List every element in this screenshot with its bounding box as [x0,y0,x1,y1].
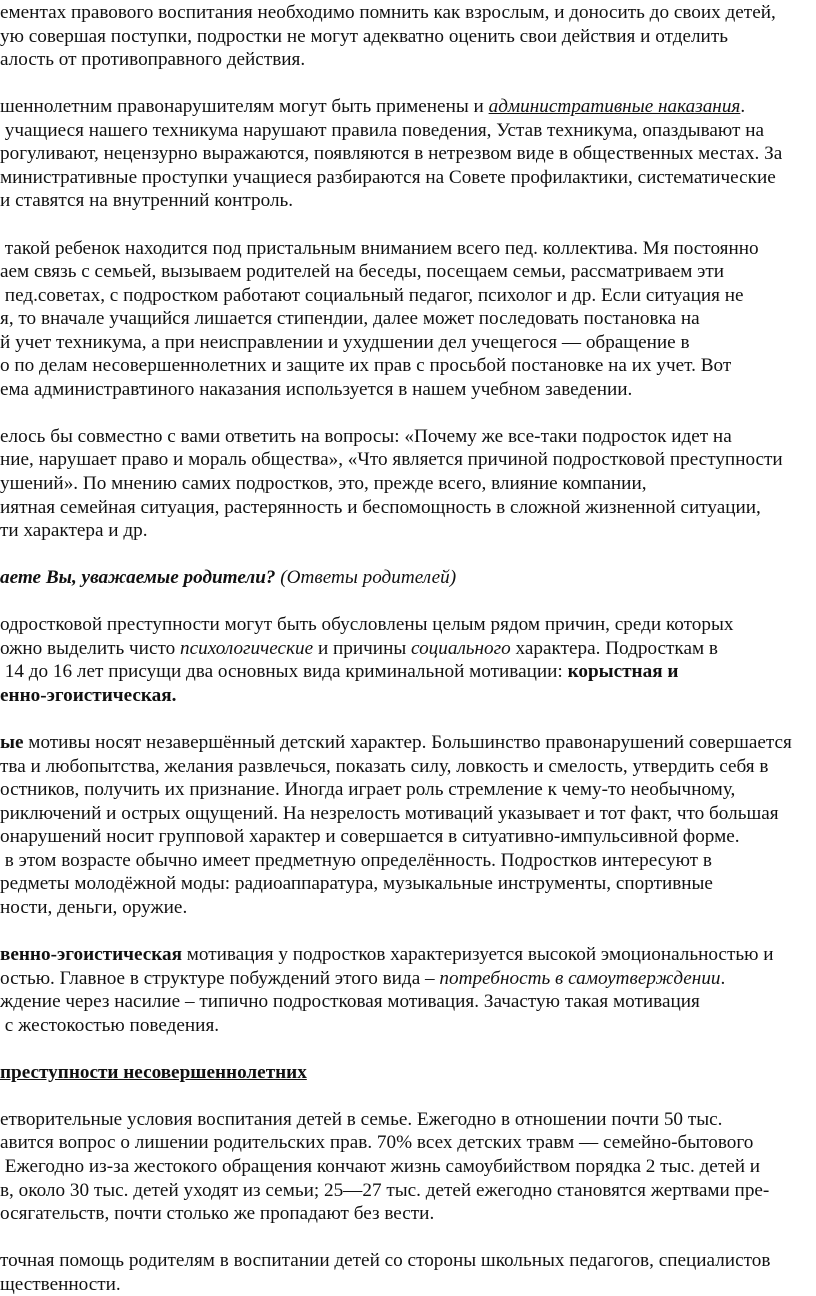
text-line [0,473,647,495]
text-run: . [720,967,726,989]
text-run: венно-эгоистическая [0,944,182,965]
text-line [0,167,776,189]
text-line [0,685,176,707]
text-run: министративные проступки учащиеся разбираются на Совете профилактики, систематические [0,166,776,188]
text-line [0,803,779,825]
text-line [0,1250,770,1272]
text-run: ности, деньги, оружие. [0,896,188,918]
text-line [0,897,187,919]
text-line [0,614,733,636]
text-line [0,285,744,307]
text-line [0,120,764,142]
text-run: с жестокостью поведения. [0,1014,220,1036]
text-run: риключений и острых ощущений. На незрелость мотиваций указывает и тот факт, что большая [0,802,779,824]
text-line [0,756,768,778]
text-line [0,1274,121,1296]
text-run: остью. Главное в структуре побуждений этого вида – [0,967,440,989]
text-line [0,1180,769,1202]
text-line [0,567,456,589]
text-line [0,190,293,212]
text-line [0,661,678,683]
text-run: ждение через насилие – типично подростковая мотивация. Зачастую такая мотивация [0,991,700,1013]
text-line [0,143,782,165]
text-line [0,426,732,448]
text-run: в, около 30 тыс. детей уходят из семьи; 25—27 тыс. детей ежегодно становятся жертвами пре- [0,1179,770,1201]
text-line [0,873,713,895]
text-run: преступности несовершеннолетних [0,1061,307,1083]
text-line [0,1015,219,1037]
text-line [0,1203,434,1225]
text-run: в этом возрасте обычно имеет предметную определённость. Подростков интересуют в [0,849,712,871]
text-run: ние, нарушает право и мораль общества», «Что является причиной подростковой преступности [0,449,783,471]
text-run: тва и любопытства, желания развлечься, показать силу, ловкость и смелость, утвердить себя в [0,755,769,777]
text-run: енно-эгоистическая. [0,685,177,706]
text-line [0,944,774,966]
text-run: корыстная и [567,661,679,683]
text-run: щественности. [0,1273,121,1295]
text-run: я, то вначале учащийся лишается стипендии, далее может последовать постановка на [0,308,700,330]
text-run: пед.советах, с подростком работают социальный педагог, психолог и др. Если ситуация не [0,284,744,306]
text-run: иятная семейная ситуация, растерянность и беспомощность в сложной жизненной ситуации, [0,496,761,518]
text-line [0,1109,722,1131]
text-run: й учет техникума, а при неисправлении и ухудшении дел учещегося — обращение в [0,331,690,353]
text-line [0,732,792,754]
text-run: (Ответы родителей) [275,567,457,589]
text-run: аем связь с семьей, вызываем родителей на беседы, посещаем семьи, рассматриваем эти [0,261,725,283]
text-run: редметы молодёжной моды: радиоаппаратура, музыкальные инструменты, спортивные [0,873,713,895]
text-run: авится вопрос о лишении родительских прав. 70% всех детских травм — семейно-бытового [0,1132,754,1154]
text-run: шеннолетним правонарушителям могут быть применены и [0,96,489,118]
text-line [0,49,305,71]
text-line [0,638,718,660]
text-line [0,968,725,990]
text-run: психологические [180,637,314,659]
text-line [0,379,632,401]
text-run: потребность в самоутверждении [439,967,721,989]
text-run: мотивы носят незавершённый детский характер. Большинство правонарушений совершается [23,732,792,754]
text-run: рогуливают, нецензурно выражаются, появляются в нетрезвом виде в общественных местах. За [0,143,783,165]
text-run: аете Вы, уважаемые родители? [0,567,276,589]
text-line [0,779,735,801]
text-line [0,332,690,354]
text-run: ую совершая поступки, подростки не могут адекватно оценить свои действия и отделить [0,25,728,47]
text-line [0,497,761,519]
text-line [0,850,712,872]
text-run: ые [0,732,24,754]
text-run: социального [411,637,511,659]
text-run: и причины [313,637,412,659]
text-line [0,520,148,542]
text-line [0,26,728,48]
text-run: о по делам несовершеннолетних и защите их прав с просьбой постановке на их учет. Вот [0,355,732,377]
text-run: етворительные условия воспитания детей в семье. Ежегодно в отношении почти 50 тыс. [0,1108,723,1130]
text-line [0,355,731,377]
text-run: 14 до 16 лет присущи два основных вида криминальной мотивации: [0,661,568,683]
text-run: осягательств, почти столько же пропадают без вести. [0,1203,435,1224]
text-run: ушений». По мнению самих подростков, это, прежде всего, влияние компании, [0,473,647,494]
text-run: такой ребенок находится под пристальным вниманием всего пед. коллектива. Мя постоянно [0,237,759,259]
text-line [0,1062,307,1084]
text-line [0,308,700,330]
text-run: ема администравтиного наказания используется в нашем учебном заведении. [0,378,633,400]
text-run: мотивация у подростков характеризуется высокой эмоциональностью и [181,944,774,965]
text-run: ементах правового воспитания необходимо помнить как взрослым, и доносить до своих детей, [0,2,776,23]
text-line [0,261,724,283]
text-run: ожно выделить чисто [0,637,180,659]
text-run: елось бы совместно с вами ответить на вопросы: «Почему же все-таки подросток идет на [0,425,732,447]
text-run: одростковой преступности могут быть обусловлены целым рядом причин, среди которых [0,614,734,636]
text-line [0,449,783,471]
text-line [0,2,776,24]
text-line [0,96,745,118]
text-run: . [740,96,746,118]
text-run: точная помощь родителям в воспитании детей со стороны школьных педагогов, специалистов [0,1250,771,1272]
text-run: и ставятся на внутренний контроль. [0,190,294,212]
text-run: административные наказания [488,96,741,118]
text-line [0,238,759,260]
text-line [0,826,740,848]
text-run: характера. Подросткам в [510,637,718,659]
text-run: ти характера и др. [0,520,148,542]
text-line [0,1132,753,1154]
text-run: Ежегодно из-за жестокого обращения кончают жизнь самоубийством порядка 2 тыс. детей и [0,1156,761,1177]
text-run: учащиеся нашего техникума нарушают правила поведения, Устав техникума, опаздывают на [0,119,764,141]
text-run: остников, получить их признание. Иногда играет роль стремление к чему-то необычному, [0,779,736,801]
text-line [0,991,700,1013]
text-run: алость от противоправного действия. [0,49,306,71]
text-line [0,1156,760,1178]
text-run: онарушений носит групповой характер и совершается в ситуативно-импульсивной форме. [0,826,740,848]
